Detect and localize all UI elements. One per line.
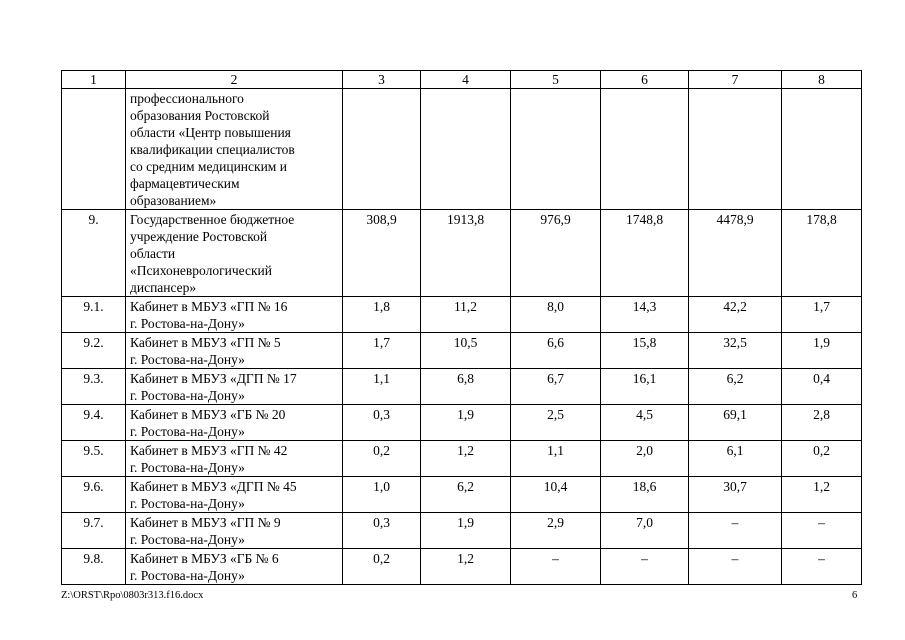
row-number (62, 89, 126, 210)
footer-page-number: 6 (852, 590, 858, 601)
value-cell: 4478,9 (689, 210, 782, 297)
column-header: 5 (511, 71, 601, 89)
row-description (126, 210, 343, 297)
description-line: г. Ростова-на-Дону» (130, 388, 245, 403)
description-line: г. Ростова-на-Дону» (130, 532, 245, 547)
column-header: 1 (62, 71, 126, 89)
description-line: Кабинет в МБУЗ «ГП № 5 (130, 335, 281, 350)
value-cell: 30,7 (689, 477, 782, 513)
row-description (126, 549, 343, 585)
column-header: 3 (343, 71, 421, 89)
value-cell: 6,6 (511, 333, 601, 369)
description-line: Кабинет в МБУЗ «ДГП № 17 (130, 371, 297, 386)
value-cell: 15,8 (601, 333, 689, 369)
value-cell (601, 89, 689, 210)
description-line: квалификации специалистов (130, 142, 295, 157)
description-line: Кабинет в МБУЗ «ГП № 16 (130, 299, 288, 314)
value-cell: 14,3 (601, 297, 689, 333)
value-cell (343, 89, 421, 210)
value-cell: 1,1 (511, 441, 601, 477)
description-line: г. Ростова-на-Дону» (130, 316, 245, 331)
row-number: 9.4. (62, 405, 126, 441)
table-row (62, 210, 862, 297)
value-cell: 0,3 (343, 513, 421, 549)
value-cell: 6,2 (689, 369, 782, 405)
value-cell: – (782, 549, 862, 585)
row-description (126, 441, 343, 477)
description-line: Кабинет в МБУЗ «ДГП № 45 (130, 479, 297, 494)
value-cell: 1,2 (421, 549, 511, 585)
value-cell: 6,7 (511, 369, 601, 405)
table-row (62, 549, 862, 585)
row-description (126, 405, 343, 441)
description-line: Кабинет в МБУЗ «ГБ № 6 (130, 551, 279, 566)
row-number: 9.6. (62, 477, 126, 513)
footer-file-path: Z:\ORST\Rpo\0803r313.f16.docx (61, 590, 204, 601)
column-header: 8 (782, 71, 862, 89)
row-number: 9.7. (62, 513, 126, 549)
description-line: Кабинет в МБУЗ «ГП № 9 (130, 515, 281, 530)
value-cell: 0,4 (782, 369, 862, 405)
table-row (62, 477, 862, 513)
description-line: диспансер» (130, 280, 197, 295)
value-cell: – (511, 549, 601, 585)
value-cell: – (689, 513, 782, 549)
value-cell: 0,2 (343, 549, 421, 585)
value-cell: 1,2 (421, 441, 511, 477)
row-description (126, 333, 343, 369)
description-line: области «Центр повышения (130, 125, 291, 140)
column-header: 6 (601, 71, 689, 89)
value-cell: 1,2 (782, 477, 862, 513)
value-cell: 10,4 (511, 477, 601, 513)
value-cell: 1,0 (343, 477, 421, 513)
value-cell: 1,7 (343, 333, 421, 369)
description-line: г. Ростова-на-Дону» (130, 496, 245, 511)
value-cell (782, 89, 862, 210)
value-cell: 10,5 (421, 333, 511, 369)
value-cell: 32,5 (689, 333, 782, 369)
row-description (126, 369, 343, 405)
value-cell: 178,8 (782, 210, 862, 297)
value-cell: 11,2 (421, 297, 511, 333)
description-line: г. Ростова-на-Дону» (130, 424, 245, 439)
value-cell (421, 89, 511, 210)
description-line: Государственное бюджетное (130, 212, 295, 227)
value-cell: 1,7 (782, 297, 862, 333)
table-row (62, 405, 862, 441)
value-cell: 1,9 (421, 513, 511, 549)
table-row (62, 513, 862, 549)
table-row (62, 333, 862, 369)
row-number: 9. (62, 210, 126, 297)
value-cell: 0,3 (343, 405, 421, 441)
description-line: Кабинет в МБУЗ «ГБ № 20 (130, 407, 286, 422)
description-line: «Психоневрологический (130, 263, 272, 278)
table-row (62, 297, 862, 333)
value-cell: 8,0 (511, 297, 601, 333)
value-cell: 976,9 (511, 210, 601, 297)
value-cell: 16,1 (601, 369, 689, 405)
value-cell: 1913,8 (421, 210, 511, 297)
table-row (62, 441, 862, 477)
value-cell: 2,9 (511, 513, 601, 549)
row-description (126, 477, 343, 513)
value-cell: 18,6 (601, 477, 689, 513)
value-cell: 0,2 (782, 441, 862, 477)
row-description (126, 89, 343, 210)
value-cell: 2,5 (511, 405, 601, 441)
value-cell: 42,2 (689, 297, 782, 333)
description-line: г. Ростова-на-Дону» (130, 460, 245, 475)
column-header: 2 (126, 71, 343, 89)
value-cell: 1,9 (782, 333, 862, 369)
description-line: со средним медицинским и (130, 159, 287, 174)
row-number: 9.1. (62, 297, 126, 333)
table-row (62, 89, 862, 210)
value-cell: 4,5 (601, 405, 689, 441)
row-number: 9.3. (62, 369, 126, 405)
description-line: фармацевтическим (130, 176, 240, 191)
value-cell: 308,9 (343, 210, 421, 297)
description-line: учреждение Ростовской (130, 229, 268, 244)
value-cell: – (782, 513, 862, 549)
value-cell: 6,1 (689, 441, 782, 477)
description-line: области (130, 246, 176, 261)
value-cell (689, 89, 782, 210)
table-header-row (62, 71, 862, 89)
value-cell: 7,0 (601, 513, 689, 549)
value-cell: 1,9 (421, 405, 511, 441)
value-cell: 6,2 (421, 477, 511, 513)
description-line: образованием» (130, 193, 217, 208)
data-table (61, 70, 862, 585)
description-line: г. Ростова-на-Дону» (130, 568, 245, 583)
value-cell: 69,1 (689, 405, 782, 441)
value-cell: 6,8 (421, 369, 511, 405)
description-line: образования Ростовской (130, 108, 270, 123)
value-cell (511, 89, 601, 210)
row-number: 9.8. (62, 549, 126, 585)
table-row (62, 369, 862, 405)
value-cell: – (689, 549, 782, 585)
row-number: 9.5. (62, 441, 126, 477)
row-description (126, 297, 343, 333)
row-number: 9.2. (62, 333, 126, 369)
column-header: 4 (421, 71, 511, 89)
value-cell: 0,2 (343, 441, 421, 477)
description-line: г. Ростова-на-Дону» (130, 352, 245, 367)
value-cell: 2,0 (601, 441, 689, 477)
value-cell: 2,8 (782, 405, 862, 441)
column-header: 7 (689, 71, 782, 89)
value-cell: 1,8 (343, 297, 421, 333)
description-line: профессионального (130, 91, 244, 106)
row-description (126, 513, 343, 549)
value-cell: 1,1 (343, 369, 421, 405)
value-cell: 1748,8 (601, 210, 689, 297)
value-cell: – (601, 549, 689, 585)
description-line: Кабинет в МБУЗ «ГП № 42 (130, 443, 288, 458)
